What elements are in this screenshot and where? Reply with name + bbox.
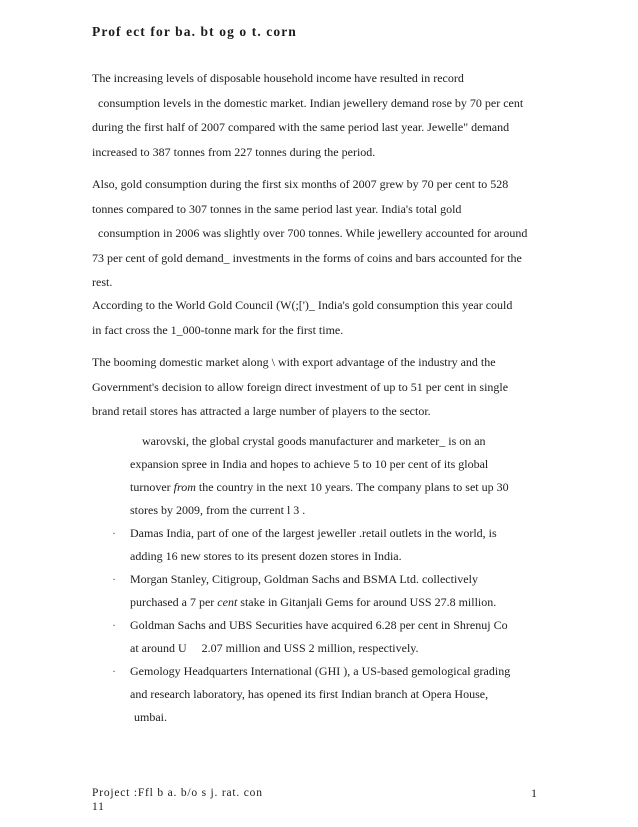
text-line: consumption levels in the domestic market. Indian jewellery demand rose by 70 per cent — [98, 95, 524, 110]
text-line: in fact cross the 1_000-tonne mark for the first time. — [92, 322, 344, 337]
text-line: during the first half of 2007 compared with the same period last year. Jewelle" demand — [92, 120, 510, 134]
text-line: increased to 387 tonnes from 227 tonnes during the period. — [92, 144, 376, 159]
text-line: Government's decision to allow foreign direct investment of up to 51 per cent in single — [92, 379, 509, 394]
text-line: at around U 2.07 million and USS 2 million, respectively. — [130, 641, 419, 655]
page-number: 1 — [531, 786, 537, 800]
text-line: tonnes compared to 307 tonnes in the same period last year. India's total gold — [92, 201, 462, 216]
page-header-title: Prof ect for ba. bt og o t. corn — [92, 24, 297, 39]
text-line: According to the World Gold Council (W(;[')_ India's gold consumption this year could — [92, 298, 513, 312]
bullet-mark: · — [112, 526, 116, 540]
text-line: adding 16 new stores to its present dozen stores in India. — [130, 549, 402, 563]
paragraph-domestic-market — [92, 350, 552, 424]
text-line: The increasing levels of disposable household income have resulted in record — [92, 71, 464, 85]
players-bullet-list — [112, 430, 542, 729]
list-item-damas — [112, 522, 542, 568]
paragraph-world-gold-council — [92, 293, 552, 342]
text-line: stores by 2009, from the current l 3 . — [130, 503, 306, 517]
list-item-swarovski — [112, 430, 542, 522]
text-line: The booming domestic market along \ with export advantage of the industry and the — [92, 355, 496, 369]
text-line: Goldman Sachs and UBS Securities have acquired 6.28 per cent in Shrenuj Co — [130, 618, 508, 632]
text-line: purchased a 7 per cent stake in Gitanjali Gems for around USS 27.8 million. — [130, 595, 497, 609]
text-line: Also, gold consumption during the first six months of 2007 grew by 70 per cent to 528 — [92, 177, 509, 191]
paragraph-income — [92, 66, 552, 164]
text-line: umbai. — [134, 710, 167, 724]
paragraph-gold-consumption — [92, 172, 552, 295]
footer-project-line: Project :Ffl b a. b/o s j. rat. con — [92, 787, 263, 799]
page-footer — [92, 786, 263, 814]
text-line: 73 per cent of gold demand_ investments in the forms of coins and bars accounted for the — [92, 250, 522, 265]
list-item-ghi — [112, 660, 542, 729]
text-line: Damas India, part of one of the largest jeweller .retail outlets in the world, is — [130, 526, 497, 540]
text-line: expansion spree in India and hopes to achieve 5 to 10 per cent of its global — [130, 457, 489, 471]
footer-number-line: 11 — [92, 801, 105, 813]
text-line: brand retail stores has attracted a large number of players to the sector. — [92, 404, 431, 418]
list-item-gitanjali — [112, 568, 542, 614]
text-line: and research laboratory, has opened its first Indian branch at Opera House, — [130, 687, 489, 701]
text-line: consumption in 2006 was slightly over 700 tonnes. While jewellery accounted for around — [98, 226, 528, 240]
list-item-shrenuj — [112, 614, 542, 660]
bullet-mark: · — [112, 572, 116, 586]
bullet-mark: · — [112, 618, 116, 632]
text-line: Gemology Headquarters International (GHI ), a US-based gemological grading — [130, 664, 511, 678]
text-line: rest. — [92, 275, 113, 289]
text-line: Morgan Stanley, Citigroup, Goldman Sachs and BSMA Ltd. collectively — [130, 572, 478, 586]
bullet-mark: · — [112, 664, 116, 678]
text-line: turnover from the country in the next 10 years. The company plans to set up 30 — [130, 480, 509, 494]
text-line: warovski, the global crystal goods manufacturer and marketer_ is on an — [142, 434, 486, 448]
